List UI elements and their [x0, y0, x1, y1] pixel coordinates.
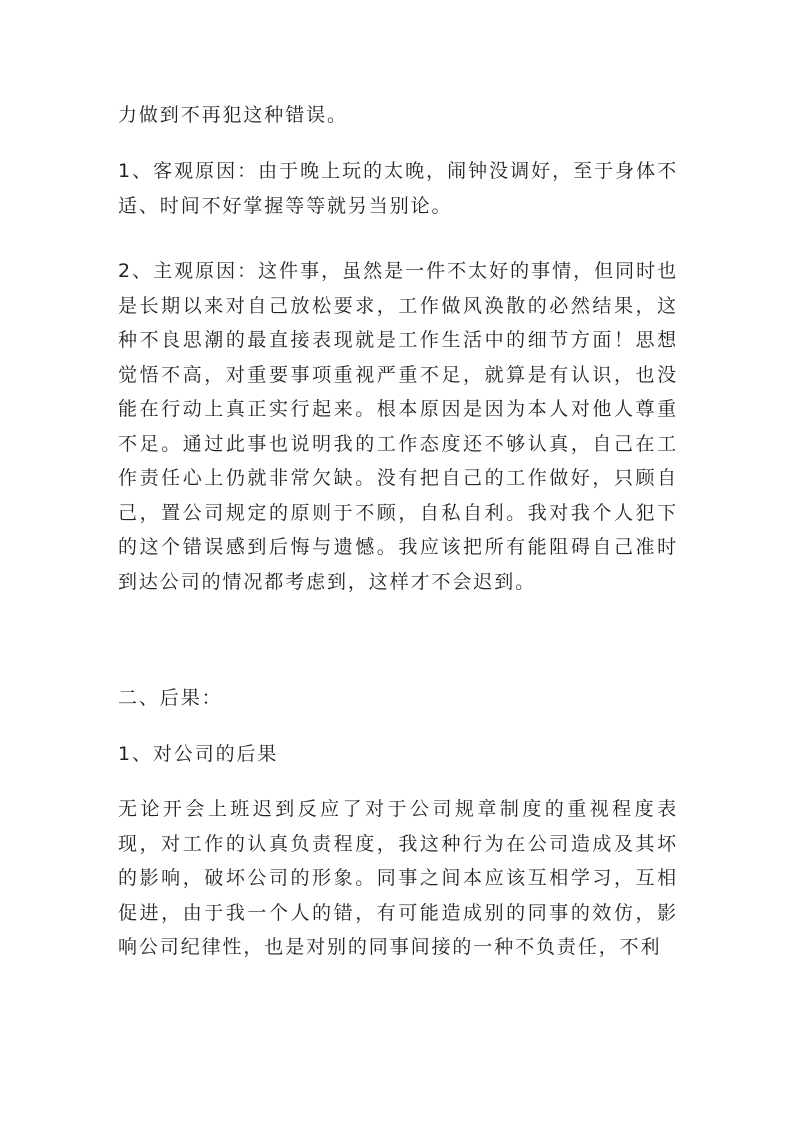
- section-heading-consequences: 二、后果：: [118, 687, 223, 709]
- paragraph-continuation: 力做到不再犯这种错误。: [118, 104, 348, 126]
- paragraph-subjective-reason: 2、主观原因：这件事，虽然是一件不太好的事情，但同时也是长期以来对自己放松要求，工作做风涣散的必然结果，这种不良思潮的最直接表现就是工作生活中的细节方面！思想觉悟不高，对重要事项重视严重不足，就算是有认识，也没能在行动上真正实行起来。根本原因是因为本人对他人尊重不足。通过此事也说明我的工作态度还不够认真，自己在工作责任心上仍就非常欠缺。没有把自己的工作做好，只顾自己，置公司规定的原则于不顾，自私自利。我对我个人犯下的这个错误感到后悔与遗憾。我应该把所有能阻碍自己准时到达公司的情况都考虑到，这样才不会迟到。: [118, 260, 678, 593]
- paragraph-objective-reason: 1、客观原因：由于晚上玩的太晚，闹钟没调好，至于身体不适、时间不好掌握等等就另当别论。: [118, 160, 678, 217]
- subheading-company-consequences: 1、对公司的后果: [118, 743, 279, 765]
- paragraph-company-consequences: 无论开会上班迟到反应了对于公司规章制度的重视程度表现，对工作的认真负责程度，我这种行为在公司造成及其坏的影响，破坏公司的形象。同事之间本应该互相学习，互相促进，由于我一个人的错，有可能造成别的同事的效仿，影响公司纪律性，也是对别的同事间接的一种不负责任，不利: [118, 798, 678, 958]
